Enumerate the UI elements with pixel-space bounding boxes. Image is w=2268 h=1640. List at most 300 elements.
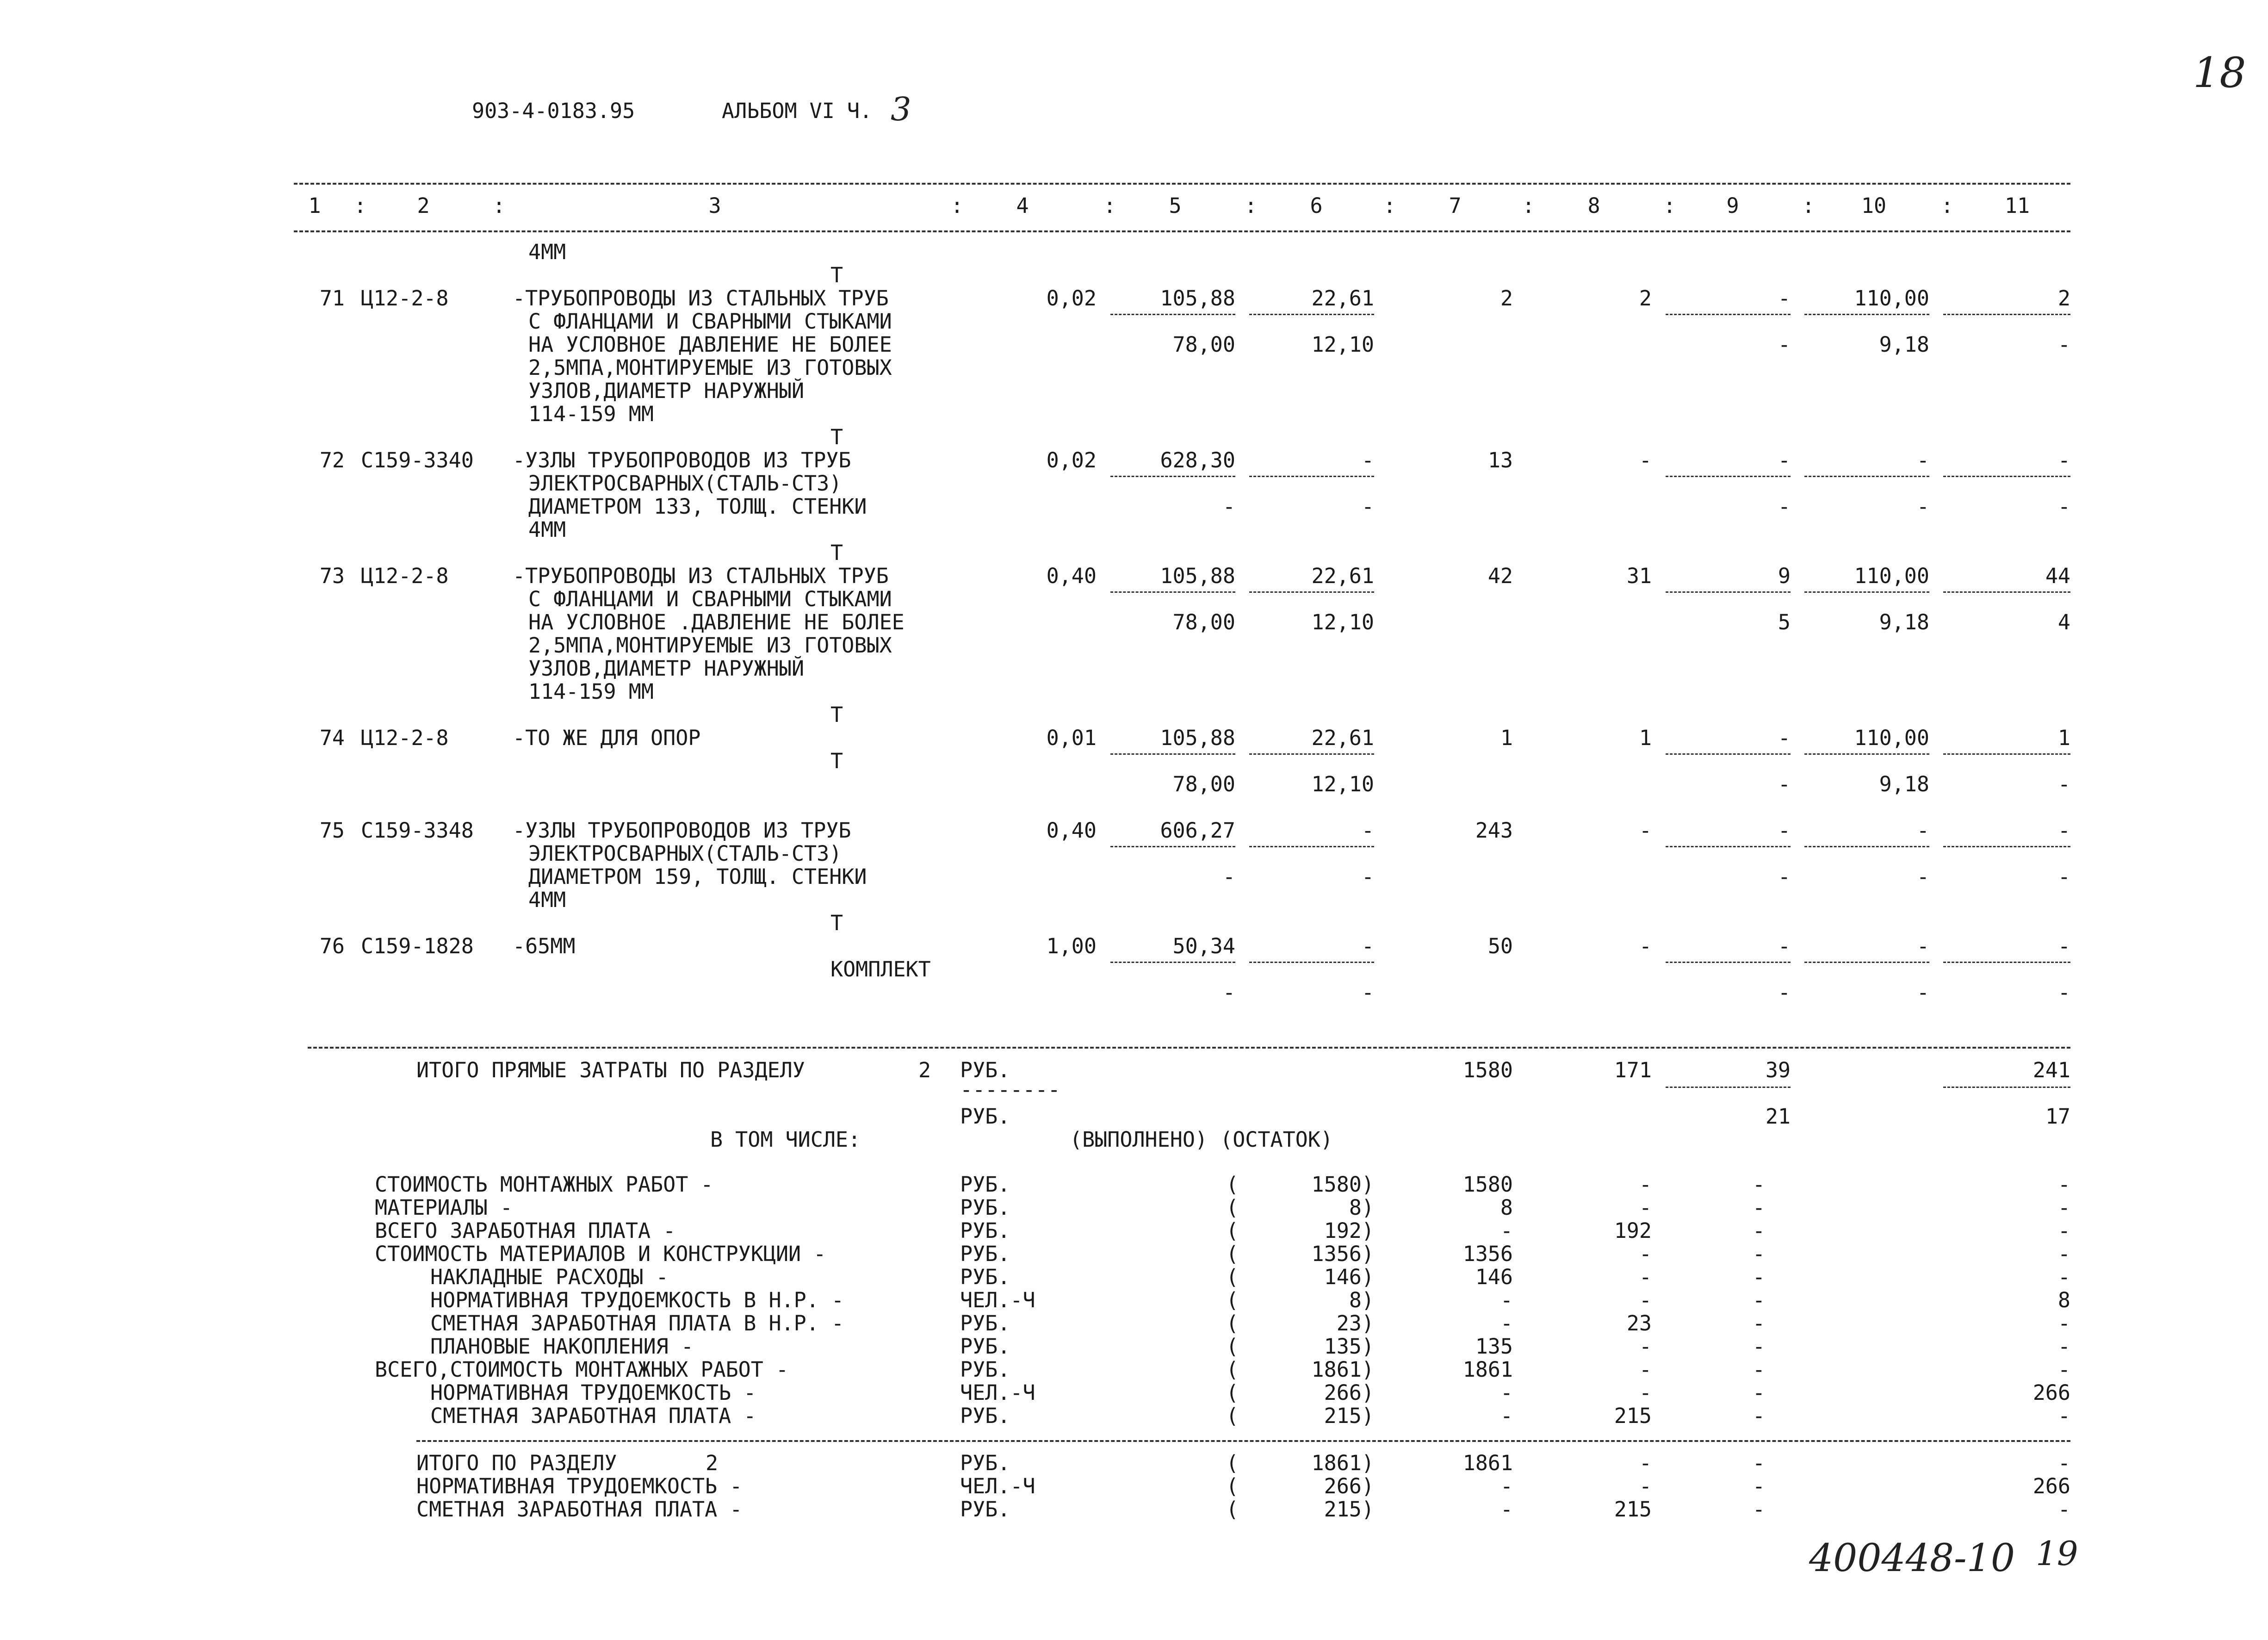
- norm-code: Ц12-2-8: [361, 286, 449, 311]
- value-bottom: -: [1778, 864, 1791, 889]
- detail-c7: -: [1500, 1218, 1513, 1243]
- detail-c9: -: [1752, 1218, 1765, 1243]
- detail-c9: -: [1752, 1357, 1765, 1382]
- fraction-rule: [1249, 314, 1374, 315]
- detail-c9: -: [1752, 1311, 1765, 1336]
- column-number-2: 2: [417, 193, 430, 218]
- detail-unit: РУБ.: [960, 1195, 1010, 1220]
- column-number-1: 1: [308, 193, 321, 218]
- detail-c7: 1861: [1462, 1357, 1513, 1382]
- value-top-c10: -: [1916, 934, 1929, 958]
- fraction-rule: [1943, 314, 2070, 315]
- value-top-c5: 628,30: [1160, 448, 1235, 472]
- value-top-c8: -: [1639, 934, 1652, 958]
- detail-c9: -: [1752, 1288, 1765, 1312]
- value-bottom: -: [1361, 494, 1374, 519]
- value-top-c10: 110,00: [1854, 564, 1929, 588]
- fraction-rule: [1249, 846, 1374, 847]
- description-line: ДИАМЕТРОМ 159, ТОЛЩ. СТЕНКИ: [528, 864, 867, 889]
- detail-unit: РУБ.: [960, 1497, 1010, 1522]
- value-bottom: -: [1361, 980, 1374, 1005]
- detail-unit: РУБ.: [960, 1265, 1010, 1289]
- column-number-10: 10: [1861, 193, 1887, 218]
- album-label: АЛЬБОМ VI Ч.: [722, 99, 873, 123]
- item-number: 72: [319, 448, 345, 472]
- detail-c11: -: [2057, 1497, 2070, 1522]
- detail-c8: -: [1639, 1357, 1652, 1382]
- description-line: -УЗЛЫ ТРУБОПРОВОДОВ ИЗ ТРУБ: [513, 448, 851, 472]
- detail-c7: -: [1500, 1288, 1513, 1312]
- value-bottom: 12,10: [1311, 772, 1374, 796]
- detail-c11: 266: [2033, 1380, 2070, 1405]
- fraction-rule: [1943, 591, 2070, 593]
- value-bottom: -: [1778, 772, 1791, 796]
- detail-c7: 146: [1475, 1265, 1513, 1289]
- value-bottom: -: [2057, 494, 2070, 519]
- value-top-c4: 0,02: [1046, 286, 1097, 311]
- stamp-handwritten: 400448-10: [1809, 1536, 2015, 1580]
- fraction-rule: [1804, 591, 1929, 593]
- column-separator: :: [1245, 193, 1258, 218]
- column-separator: :: [493, 193, 506, 218]
- detail-done-value: 1861): [1311, 1357, 1374, 1382]
- item-number: 75: [319, 818, 345, 843]
- detail-c9: -: [1752, 1265, 1765, 1289]
- detail-c8: 215: [1614, 1404, 1652, 1428]
- detail-c8: -: [1639, 1172, 1652, 1197]
- value-bottom: 5: [1778, 610, 1791, 634]
- sheet-number-handwritten: 19: [2036, 1534, 2078, 1573]
- fraction-rule: [1249, 476, 1374, 477]
- detail-done-value: 266): [1324, 1474, 1374, 1498]
- detail-done-value: 146): [1324, 1265, 1374, 1289]
- detail-done-value: 8): [1349, 1288, 1374, 1312]
- detail-unit: ЧЕЛ.-Ч: [960, 1380, 1035, 1405]
- unit-label: КОМПЛЕКТ: [830, 957, 931, 982]
- value-top-c7: 13: [1487, 448, 1513, 472]
- totals-c7: 1580: [1462, 1058, 1513, 1082]
- fraction-rule: [1110, 962, 1235, 963]
- detail-done-value: 1861): [1311, 1451, 1374, 1475]
- detail-done-value: 215): [1324, 1497, 1374, 1522]
- value-bottom: 4: [2057, 610, 2070, 634]
- paren-open: (: [1226, 1474, 1239, 1498]
- fraction-rule: [1804, 846, 1929, 847]
- album-part-handwritten: 3: [891, 90, 911, 128]
- fraction-rule: [1943, 846, 2070, 847]
- value-bottom: -: [2057, 864, 2070, 889]
- fraction-rule: [1804, 753, 1929, 755]
- unit-label: Т: [830, 540, 843, 565]
- description-line: С ФЛАНЦАМИ И СВАРНЫМИ СТЫКАМИ: [528, 587, 892, 611]
- detail-c7: 1861: [1462, 1451, 1513, 1475]
- detail-label: НОРМАТИВНАЯ ТРУДОЕМКОСТЬ -: [430, 1380, 756, 1405]
- value-bottom: -: [2057, 332, 2070, 357]
- value-top-c7: 50: [1487, 934, 1513, 958]
- paren-open: (: [1226, 1288, 1239, 1312]
- norm-code: Ц12-2-8: [361, 564, 449, 588]
- value-bottom: 78,00: [1172, 772, 1235, 796]
- paren-open: (: [1226, 1265, 1239, 1289]
- value-top-c11: 2: [2057, 286, 2070, 311]
- description-line: 114-159 ММ: [528, 679, 654, 704]
- column-separator: :: [1103, 193, 1116, 218]
- column-number-11: 11: [2004, 193, 2030, 218]
- value-top-c11: -: [2057, 448, 2070, 472]
- value-top-c5: 50,34: [1172, 934, 1235, 958]
- detail-label: СМЕТНАЯ ЗАРАБОТНАЯ ПЛАТА -: [416, 1497, 743, 1522]
- detail-c9: -: [1752, 1474, 1765, 1498]
- detail-unit: РУБ.: [960, 1311, 1010, 1336]
- value-top-c4: 0,40: [1046, 818, 1097, 843]
- column-number-7: 7: [1449, 193, 1462, 218]
- value-top-c6: 22,61: [1311, 726, 1374, 750]
- value-top-c7: 2: [1500, 286, 1513, 311]
- value-bottom: 12,10: [1311, 332, 1374, 357]
- fraction-rule: [1110, 476, 1235, 477]
- description-line: ЭЛЕКТРОСВАРНЫХ(СТАЛЬ-СТ3): [528, 471, 842, 496]
- value-bottom: 78,00: [1172, 332, 1235, 357]
- detail-label: ПЛАНОВЫЕ НАКОПЛЕНИЯ -: [430, 1334, 694, 1359]
- value-bottom: -: [1916, 494, 1929, 519]
- column-number-5: 5: [1169, 193, 1182, 218]
- value-top-c5: 105,88: [1160, 286, 1235, 311]
- detail-c8: -: [1639, 1474, 1652, 1498]
- unit-label: Т: [830, 911, 843, 935]
- fraction-rule: [1804, 962, 1929, 963]
- paren-open: (: [1226, 1195, 1239, 1220]
- paren-open: (: [1226, 1380, 1239, 1405]
- page-number-handwritten: 18: [2193, 49, 2246, 97]
- detail-c7: 1356: [1462, 1242, 1513, 1266]
- detail-unit: РУБ.: [960, 1334, 1010, 1359]
- fraction-rule: [1110, 314, 1235, 315]
- done-rest-label: (ВЫПОЛНЕНО) (ОСТАТОК): [1070, 1127, 1333, 1152]
- detail-c9: -: [1752, 1172, 1765, 1197]
- paren-open: (: [1226, 1334, 1239, 1359]
- value-top-c11: -: [2057, 818, 2070, 843]
- value-top-c6: 22,61: [1311, 564, 1374, 588]
- value-top-c4: 0,40: [1046, 564, 1097, 588]
- detail-label: НОРМАТИВНАЯ ТРУДОЕМКОСТЬ -: [416, 1474, 743, 1498]
- detail-label: НАКЛАДНЫЕ РАСХОДЫ -: [430, 1265, 669, 1289]
- description-line: -65ММ: [513, 934, 576, 958]
- column-separator: :: [1802, 193, 1815, 218]
- value-bottom: -: [1916, 864, 1929, 889]
- detail-c8: 192: [1614, 1218, 1652, 1243]
- detail-done-value: 192): [1324, 1218, 1374, 1243]
- paren-open: (: [1226, 1311, 1239, 1336]
- detail-c7: 8: [1500, 1195, 1513, 1220]
- value-top-c7: 243: [1475, 818, 1513, 843]
- detail-c11: -: [2057, 1172, 2070, 1197]
- detail-label: СТОИМОСТЬ МОНТАЖНЫХ РАБОТ -: [375, 1172, 713, 1197]
- detail-c11: -: [2057, 1334, 2070, 1359]
- value-bottom: -: [1778, 980, 1791, 1005]
- detail-unit: РУБ.: [960, 1218, 1010, 1243]
- value-bottom: -: [1222, 980, 1235, 1005]
- value-bottom: -: [1222, 494, 1235, 519]
- description-line: 2,5МПА,МОНТИРУЕМЫЕ ИЗ ГОТОВЫХ: [528, 355, 892, 380]
- value-top-c10: -: [1916, 448, 1929, 472]
- detail-c9: -: [1752, 1195, 1765, 1220]
- detail-c8: -: [1639, 1242, 1652, 1266]
- detail-label: СМЕТНАЯ ЗАРАБОТНАЯ ПЛАТА В Н.Р. -: [430, 1311, 844, 1336]
- fraction-rule: [1666, 753, 1791, 755]
- paren-open: (: [1226, 1497, 1239, 1522]
- value-top-c6: -: [1361, 448, 1374, 472]
- detail-c7: -: [1500, 1380, 1513, 1405]
- detail-unit: РУБ.: [960, 1451, 1010, 1475]
- item-number: 74: [319, 726, 345, 750]
- fraction-rule: [1666, 846, 1791, 847]
- fraction-rule: [1943, 476, 2070, 477]
- value-top-c4: 0,01: [1046, 726, 1097, 750]
- value-top-c5: 105,88: [1160, 564, 1235, 588]
- detail-c7: -: [1500, 1311, 1513, 1336]
- paren-open: (: [1226, 1451, 1239, 1475]
- column-number-3: 3: [708, 193, 721, 218]
- detail-c8: -: [1639, 1288, 1652, 1312]
- detail-c8: -: [1639, 1195, 1652, 1220]
- detail-c11: -: [2057, 1451, 2070, 1475]
- value-bottom: -: [1778, 332, 1791, 357]
- value-top-c4: 1,00: [1046, 934, 1097, 958]
- column-separator: :: [354, 193, 367, 218]
- value-top-c9: -: [1778, 726, 1791, 750]
- value-bottom: 9,18: [1879, 772, 1929, 796]
- detail-c11: -: [2057, 1404, 2070, 1428]
- detail-label: МАТЕРИАЛЫ -: [375, 1195, 513, 1220]
- value-top-c10: 110,00: [1854, 286, 1929, 311]
- detail-c11: -: [2057, 1218, 2070, 1243]
- column-separator: :: [1941, 193, 1954, 218]
- description-line: УЗЛОВ,ДИАМЕТР НАРУЖНЫЙ: [528, 656, 805, 681]
- value-top-c5: 606,27: [1160, 818, 1235, 843]
- value-top-c8: 31: [1626, 564, 1652, 588]
- value-top-c4: 0,02: [1046, 448, 1097, 472]
- detail-c11: -: [2057, 1195, 2070, 1220]
- detail-unit: ЧЕЛ.-Ч: [960, 1288, 1035, 1312]
- item-number: 73: [319, 564, 345, 588]
- value-top-c6: -: [1361, 934, 1374, 958]
- value-top-c5: 105,88: [1160, 726, 1235, 750]
- detail-done-value: 8): [1349, 1195, 1374, 1220]
- description-line: 4ММ: [528, 240, 566, 264]
- detail-c8: 215: [1614, 1497, 1652, 1522]
- detail-c9: -: [1752, 1242, 1765, 1266]
- value-bottom: -: [1361, 864, 1374, 889]
- fraction-rule: [1943, 753, 2070, 755]
- totals-c9-bottom: 21: [1765, 1104, 1791, 1129]
- value-top-c10: -: [1916, 818, 1929, 843]
- detail-unit: РУБ.: [960, 1172, 1010, 1197]
- fraction-rule: [1666, 476, 1791, 477]
- detail-label: НОРМАТИВНАЯ ТРУДОЕМКОСТЬ В Н.Р. -: [430, 1288, 844, 1312]
- column-number-6: 6: [1310, 193, 1323, 218]
- document-code: 903-4-0183.95: [472, 99, 635, 123]
- totals-unit: РУБ.: [960, 1058, 1010, 1082]
- column-number-4: 4: [1016, 193, 1029, 218]
- value-bottom: -: [1222, 864, 1235, 889]
- fraction-rule: [1943, 962, 2070, 963]
- description-line: -ТРУБОПРОВОДЫ ИЗ СТАЛЬНЫХ ТРУБ: [513, 564, 889, 588]
- fraction-rule: [1804, 314, 1929, 315]
- description-line: ДИАМЕТРОМ 133, ТОЛЩ. СТЕНКИ: [528, 494, 867, 519]
- value-top-c6: -: [1361, 818, 1374, 843]
- item-number: 71: [319, 286, 345, 311]
- norm-code: С159-1828: [361, 934, 474, 958]
- detail-unit: ЧЕЛ.-Ч: [960, 1474, 1035, 1498]
- description-line: 4ММ: [528, 888, 566, 912]
- description-line: С ФЛАНЦАМИ И СВАРНЫМИ СТЫКАМИ: [528, 309, 892, 334]
- detail-c11: -: [2057, 1265, 2070, 1289]
- totals-c11-bottom: 17: [2045, 1104, 2070, 1129]
- totals-unit-rule: --------: [960, 1077, 1060, 1102]
- value-top-c7: 1: [1500, 726, 1513, 750]
- detail-c7: -: [1500, 1497, 1513, 1522]
- column-separator: :: [1663, 193, 1676, 218]
- value-bottom: -: [1916, 980, 1929, 1005]
- paren-open: (: [1226, 1357, 1239, 1382]
- column-separator: :: [951, 193, 964, 218]
- norm-code: С159-3340: [361, 448, 474, 472]
- value-top-c8: 2: [1639, 286, 1652, 311]
- fraction-rule: [1249, 962, 1374, 963]
- detail-c9: -: [1752, 1380, 1765, 1405]
- value-top-c10: 110,00: [1854, 726, 1929, 750]
- description-line: -ТО ЖЕ ДЛЯ ОПОР: [513, 726, 701, 750]
- description-line: НА УСЛОВНОЕ ДАВЛЕНИЕ НЕ БОЛЕЕ: [528, 332, 892, 357]
- unit-label: Т: [830, 425, 843, 449]
- fraction-rule: [1666, 962, 1791, 963]
- description-line: ЭЛЕКТРОСВАРНЫХ(СТАЛЬ-СТ3): [528, 841, 842, 866]
- detail-unit: РУБ.: [960, 1404, 1010, 1428]
- value-top-c11: 1: [2057, 726, 2070, 750]
- paren-open: (: [1226, 1242, 1239, 1266]
- totals-section: 2: [918, 1058, 931, 1082]
- value-top-c8: 1: [1639, 726, 1652, 750]
- detail-unit: РУБ.: [960, 1242, 1010, 1266]
- column-separator: :: [1383, 193, 1396, 218]
- detail-unit: РУБ.: [960, 1357, 1010, 1382]
- detail-done-value: 266): [1324, 1380, 1374, 1405]
- detail-c11: 266: [2033, 1474, 2070, 1498]
- detail-c8: -: [1639, 1380, 1652, 1405]
- column-number-8: 8: [1587, 193, 1600, 218]
- fraction-rule: [1249, 591, 1374, 593]
- description-line: 2,5МПА,МОНТИРУЕМЫЕ ИЗ ГОТОВЫХ: [528, 633, 892, 658]
- column-separator: :: [1522, 193, 1535, 218]
- detail-c8: -: [1639, 1334, 1652, 1359]
- unit-label: Т: [830, 749, 843, 773]
- value-top-c9: -: [1778, 448, 1791, 472]
- section-totals-rule: [416, 1440, 2070, 1442]
- detail-c8: -: [1639, 1451, 1652, 1475]
- value-top-c9: 9: [1778, 564, 1791, 588]
- detail-c9: -: [1752, 1334, 1765, 1359]
- item-number: 76: [319, 934, 345, 958]
- unit-label: Т: [830, 263, 843, 287]
- fraction-rule: [1666, 314, 1791, 315]
- value-top-c8: -: [1639, 818, 1652, 843]
- column-number-9: 9: [1726, 193, 1739, 218]
- value-top-c9: -: [1778, 934, 1791, 958]
- value-bottom: -: [2057, 980, 2070, 1005]
- detail-label: СМЕТНАЯ ЗАРАБОТНАЯ ПЛАТА -: [430, 1404, 756, 1428]
- detail-c11: -: [2057, 1357, 2070, 1382]
- header-bottom-rule: [294, 230, 2070, 232]
- detail-done-value: 23): [1336, 1311, 1374, 1336]
- detail-done-value: 1356): [1311, 1242, 1374, 1266]
- fraction-rule: [1666, 1087, 1791, 1088]
- detail-c9: -: [1752, 1451, 1765, 1475]
- description-line: 114-159 ММ: [528, 402, 654, 426]
- detail-label: ВСЕГО,СТОИМОСТЬ МОНТАЖНЫХ РАБОТ -: [375, 1357, 789, 1382]
- value-top-c8: -: [1639, 448, 1652, 472]
- value-bottom: 9,18: [1879, 332, 1929, 357]
- detail-c11: -: [2057, 1242, 2070, 1266]
- description-line: -УЗЛЫ ТРУБОПРОВОДОВ ИЗ ТРУБ: [513, 818, 851, 843]
- detail-section: 2: [706, 1451, 719, 1475]
- detail-c7: -: [1500, 1474, 1513, 1498]
- detail-done-value: 135): [1324, 1334, 1374, 1359]
- detail-c8: 23: [1626, 1311, 1652, 1336]
- description-line: -ТРУБОПРОВОДЫ ИЗ СТАЛЬНЫХ ТРУБ: [513, 286, 889, 311]
- value-top-c9: -: [1778, 286, 1791, 311]
- paren-open: (: [1226, 1404, 1239, 1428]
- totals-c9: 39: [1765, 1058, 1791, 1082]
- fraction-rule: [1804, 476, 1929, 477]
- fraction-rule: [1110, 753, 1235, 755]
- including-label: В ТОМ ЧИСЛЕ:: [710, 1127, 861, 1152]
- fraction-rule: [1110, 591, 1235, 593]
- description-line: 4ММ: [528, 517, 566, 542]
- unit-label: Т: [830, 702, 843, 727]
- fraction-rule: [1110, 846, 1235, 847]
- value-bottom: 9,18: [1879, 610, 1929, 634]
- detail-c7: 1580: [1462, 1172, 1513, 1197]
- detail-done-value: 215): [1324, 1404, 1374, 1428]
- detail-c7: -: [1500, 1404, 1513, 1428]
- detail-label: СТОИМОСТЬ МАТЕРИАЛОВ И КОНСТРУКЦИИ -: [375, 1242, 826, 1266]
- detail-c7: 135: [1475, 1334, 1513, 1359]
- fraction-rule: [1249, 753, 1374, 755]
- value-bottom: -: [2057, 772, 2070, 796]
- detail-c11: 8: [2057, 1288, 2070, 1312]
- norm-code: С159-3348: [361, 818, 474, 843]
- value-top-c11: -: [2057, 934, 2070, 958]
- detail-c8: -: [1639, 1265, 1652, 1289]
- paren-open: (: [1226, 1172, 1239, 1197]
- detail-c9: -: [1752, 1404, 1765, 1428]
- description-line: УЗЛОВ,ДИАМЕТР НАРУЖНЫЙ: [528, 379, 805, 403]
- totals-label: ИТОГО ПРЯМЫЕ ЗАТРАТЫ ПО РАЗДЕЛУ: [416, 1058, 805, 1082]
- paren-open: (: [1226, 1218, 1239, 1243]
- value-bottom: 78,00: [1172, 610, 1235, 634]
- totals-c8: 171: [1614, 1058, 1652, 1082]
- value-top-c9: -: [1778, 818, 1791, 843]
- detail-label: ВСЕГО ЗАРАБОТНАЯ ПЛАТА -: [375, 1218, 676, 1243]
- fraction-rule: [1943, 1087, 2070, 1088]
- value-top-c11: 44: [2045, 564, 2070, 588]
- description-line: НА УСЛОВНОЕ .ДАВЛЕНИЕ НЕ БОЛЕЕ: [528, 610, 905, 634]
- value-top-c7: 42: [1487, 564, 1513, 588]
- value-top-c6: 22,61: [1311, 286, 1374, 311]
- fraction-rule: [1666, 591, 1791, 593]
- totals-c11: 241: [2033, 1058, 2070, 1082]
- value-bottom: 12,10: [1311, 610, 1374, 634]
